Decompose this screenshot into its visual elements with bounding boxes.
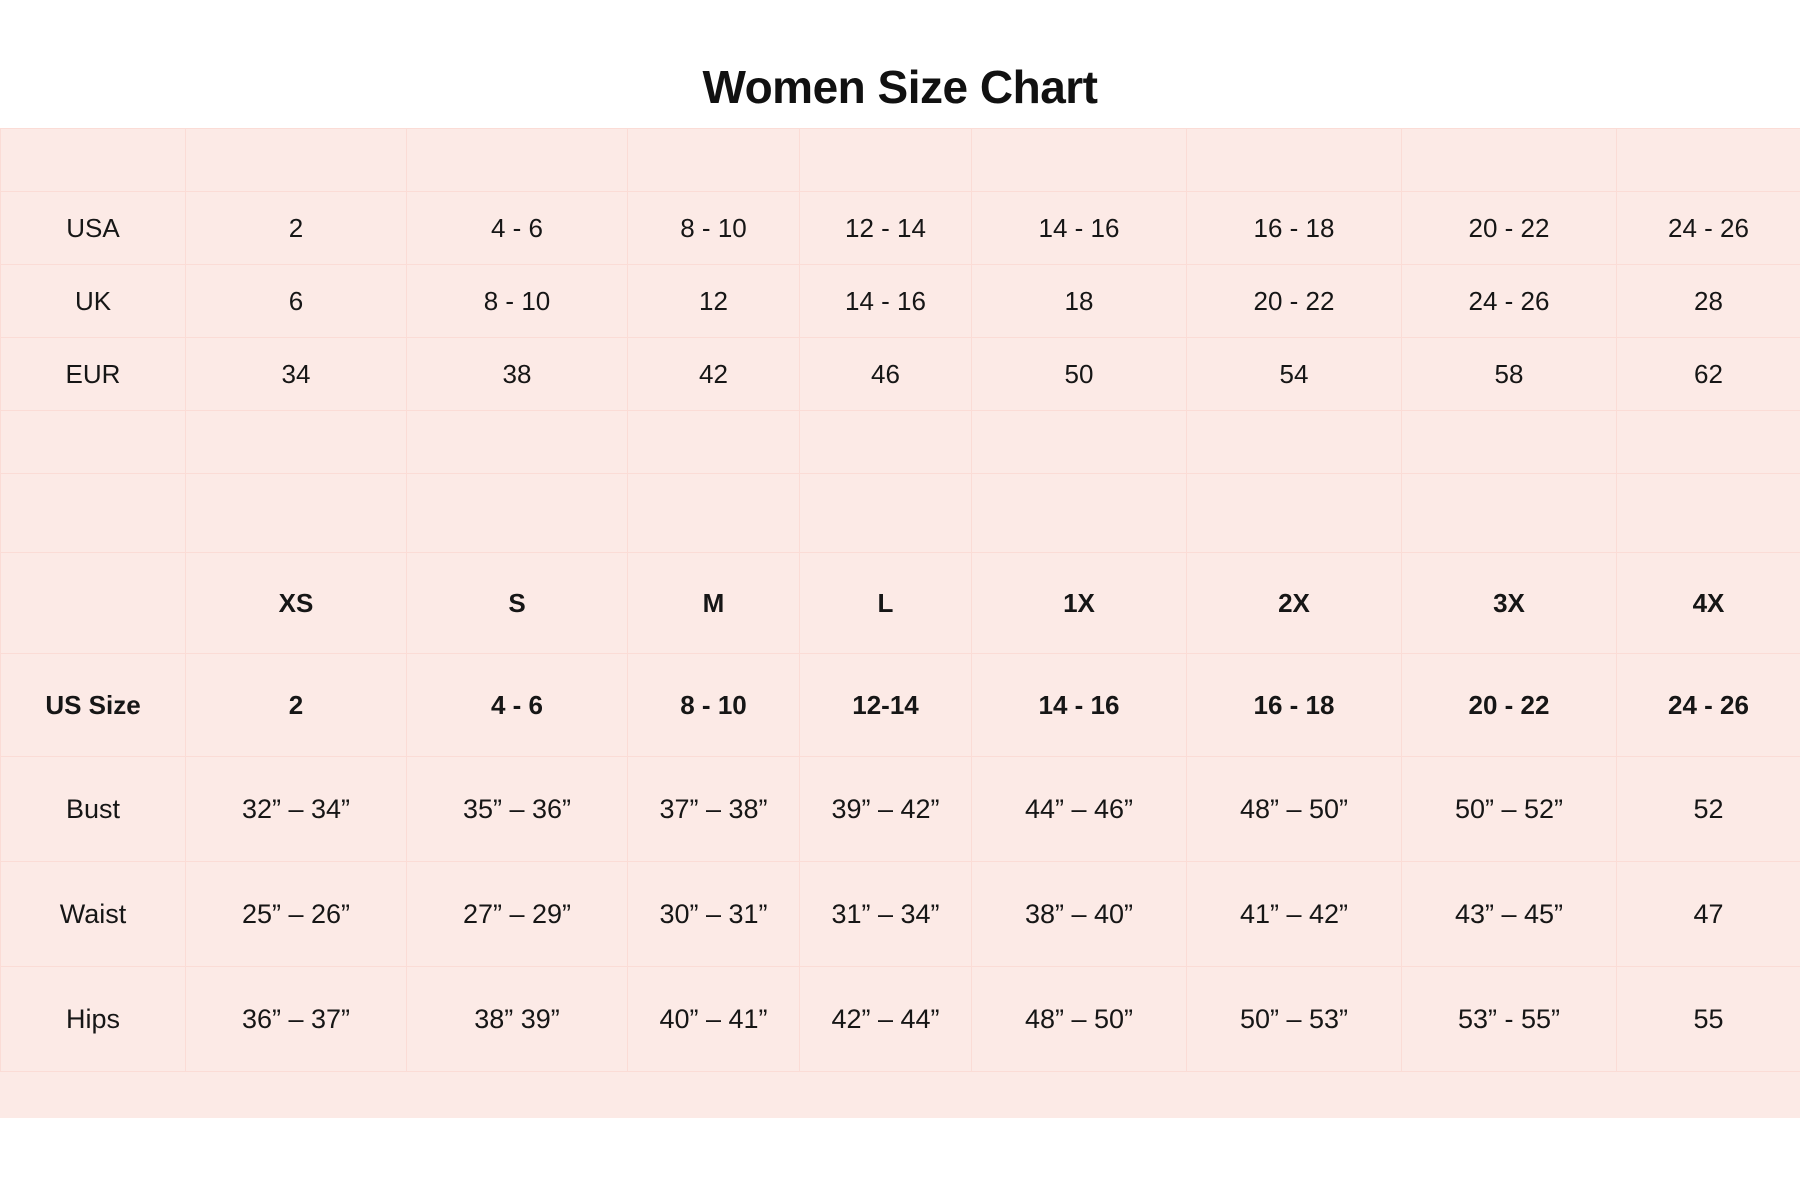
empty-cell xyxy=(1187,411,1402,474)
cell-eur-3x: 58 xyxy=(1402,338,1617,411)
empty-cell xyxy=(407,411,628,474)
table-row xyxy=(1,265,1800,338)
cell-waist-m: 30” – 31” xyxy=(628,862,800,967)
header-size-3x: 3X xyxy=(1402,553,1617,654)
row-label-usa: USA xyxy=(1,192,186,265)
cell-hips-3x: 53” - 55” xyxy=(1402,967,1617,1072)
cell-usa-s: 4 - 6 xyxy=(407,192,628,265)
empty-cell xyxy=(1402,129,1617,192)
cell-hips-l: 42” – 44” xyxy=(800,967,972,1072)
cell-bust-2x: 48” – 50” xyxy=(1187,757,1402,862)
cell-usa-1x: 14 - 16 xyxy=(972,192,1187,265)
empty-cell xyxy=(186,129,407,192)
cell-usa-2x: 16 - 18 xyxy=(1187,192,1402,265)
empty-cell xyxy=(186,474,407,553)
cell-ussize-xs: 2 xyxy=(186,654,407,757)
cell-eur-m: 42 xyxy=(628,338,800,411)
empty-cell xyxy=(407,474,628,553)
cell-ussize-1x: 14 - 16 xyxy=(972,654,1187,757)
empty-cell xyxy=(407,129,628,192)
row-label-us-size: US Size xyxy=(1,654,186,757)
empty-cell xyxy=(1617,129,1800,192)
cell-usa-xs: 2 xyxy=(186,192,407,265)
cell-hips-2x: 50” – 53” xyxy=(1187,967,1402,1072)
cell-hips-xs: 36” – 37” xyxy=(186,967,407,1072)
cell-waist-1x: 38” – 40” xyxy=(972,862,1187,967)
cell-ussize-2x: 16 - 18 xyxy=(1187,654,1402,757)
empty-cell xyxy=(972,474,1187,553)
cell-usa-3x: 20 - 22 xyxy=(1402,192,1617,265)
row-label-eur: EUR xyxy=(1,338,186,411)
cell-usa-l: 12 - 14 xyxy=(800,192,972,265)
empty-cell xyxy=(1187,129,1402,192)
cell-eur-2x: 54 xyxy=(1187,338,1402,411)
cell-waist-xs: 25” – 26” xyxy=(186,862,407,967)
cell-eur-xs: 34 xyxy=(186,338,407,411)
cell-hips-m: 40” – 41” xyxy=(628,967,800,1072)
empty-cell xyxy=(1402,411,1617,474)
table-row-hips xyxy=(1,967,1800,1072)
header-size-2x: 2X xyxy=(1187,553,1402,654)
cell-uk-l: 14 - 16 xyxy=(800,265,972,338)
cell-bust-4x: 52 xyxy=(1617,757,1800,862)
cell-waist-4x: 47 xyxy=(1617,862,1800,967)
cell-usa-m: 8 - 10 xyxy=(628,192,800,265)
cell-eur-1x: 50 xyxy=(972,338,1187,411)
row-label-empty xyxy=(1,553,186,654)
cell-bust-1x: 44” – 46” xyxy=(972,757,1187,862)
cell-bust-m: 37” – 38” xyxy=(628,757,800,862)
empty-cell xyxy=(1187,474,1402,553)
cell-uk-xs: 6 xyxy=(186,265,407,338)
empty-cell xyxy=(972,129,1187,192)
cell-eur-s: 38 xyxy=(407,338,628,411)
cell-uk-1x: 18 xyxy=(972,265,1187,338)
empty-cell xyxy=(1,474,186,553)
empty-cell xyxy=(800,474,972,553)
page-title: Women Size Chart xyxy=(702,61,1098,113)
table-row-spacer-middle-1 xyxy=(1,411,1800,474)
table-row xyxy=(1,192,1800,265)
row-label-hips: Hips xyxy=(1,967,186,1072)
cell-uk-2x: 20 - 22 xyxy=(1187,265,1402,338)
cell-ussize-l: 12-14 xyxy=(800,654,972,757)
cell-ussize-4x: 24 - 26 xyxy=(1617,654,1800,757)
table-row-spacer-middle-2 xyxy=(1,474,1800,553)
empty-cell xyxy=(1617,474,1800,553)
table-row-bust xyxy=(1,757,1800,862)
cell-eur-l: 46 xyxy=(800,338,972,411)
cell-eur-4x: 62 xyxy=(1617,338,1800,411)
cell-waist-l: 31” – 34” xyxy=(800,862,972,967)
row-label-bust: Bust xyxy=(1,757,186,862)
table-row-us-size xyxy=(1,654,1800,757)
cell-waist-2x: 41” – 42” xyxy=(1187,862,1402,967)
empty-cell xyxy=(1402,474,1617,553)
header-size-4x: 4X xyxy=(1617,553,1800,654)
empty-cell xyxy=(972,411,1187,474)
empty-cell xyxy=(1,129,186,192)
table-row-waist xyxy=(1,862,1800,967)
cell-waist-s: 27” – 29” xyxy=(407,862,628,967)
header-size-m: M xyxy=(628,553,800,654)
women-size-chart-table xyxy=(0,128,1800,1072)
empty-cell xyxy=(1617,411,1800,474)
cell-uk-4x: 28 xyxy=(1617,265,1800,338)
header-size-xs: XS xyxy=(186,553,407,654)
cell-hips-4x: 55 xyxy=(1617,967,1800,1072)
row-label-uk: UK xyxy=(1,265,186,338)
cell-bust-xs: 32” – 34” xyxy=(186,757,407,862)
cell-usa-4x: 24 - 26 xyxy=(1617,192,1800,265)
cell-bust-3x: 50” – 52” xyxy=(1402,757,1617,862)
empty-cell xyxy=(800,411,972,474)
empty-cell xyxy=(628,129,800,192)
header-size-l: L xyxy=(800,553,972,654)
header-size-1x: 1X xyxy=(972,553,1187,654)
cell-ussize-m: 8 - 10 xyxy=(628,654,800,757)
cell-uk-m: 12 xyxy=(628,265,800,338)
cell-bust-l: 39” – 42” xyxy=(800,757,972,862)
cell-hips-s: 38” 39” xyxy=(407,967,628,1072)
cell-hips-1x: 48” – 50” xyxy=(972,967,1187,1072)
cell-ussize-s: 4 - 6 xyxy=(407,654,628,757)
table-row xyxy=(1,338,1800,411)
empty-cell xyxy=(628,411,800,474)
table-row-spacer-top xyxy=(1,129,1800,192)
empty-cell xyxy=(628,474,800,553)
empty-cell xyxy=(800,129,972,192)
cell-ussize-3x: 20 - 22 xyxy=(1402,654,1617,757)
header-size-s: S xyxy=(407,553,628,654)
empty-cell xyxy=(1,411,186,474)
row-label-waist: Waist xyxy=(1,862,186,967)
cell-uk-3x: 24 - 26 xyxy=(1402,265,1617,338)
cell-bust-s: 35” – 36” xyxy=(407,757,628,862)
cell-uk-s: 8 - 10 xyxy=(407,265,628,338)
cell-waist-3x: 43” – 45” xyxy=(1402,862,1617,967)
table-row-size-letters xyxy=(1,553,1800,654)
empty-cell xyxy=(186,411,407,474)
